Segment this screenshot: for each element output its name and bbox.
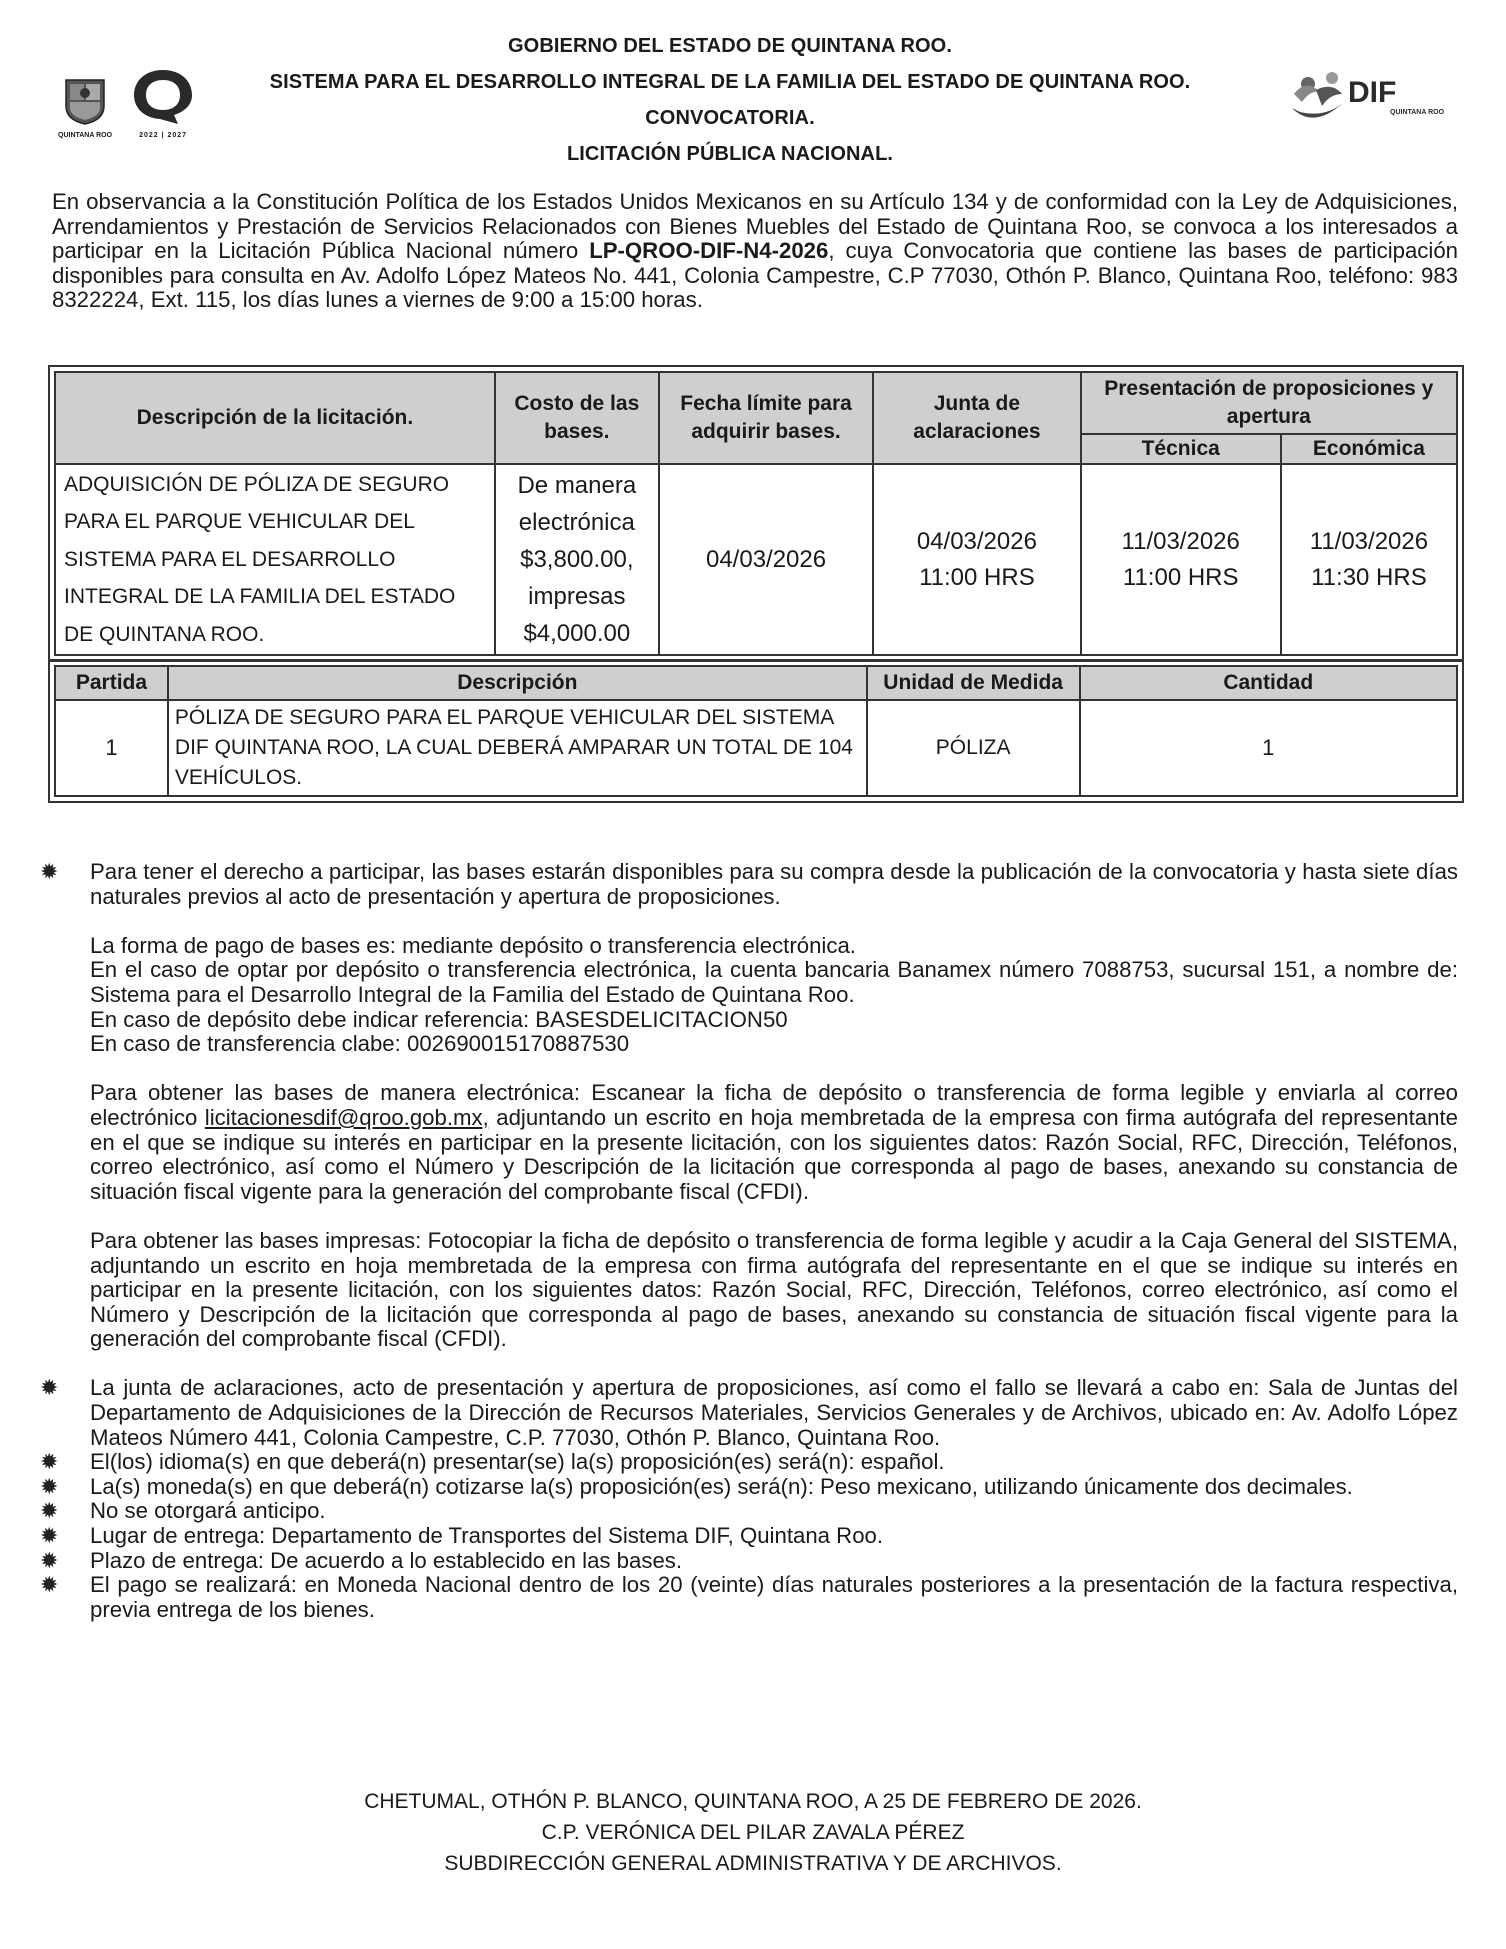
partida-descripcion: PÓLIZA DE SEGURO PARA EL PARQUE VEHICULAR DEL SISTEMA DIF QUINTANA ROO, LA CUAL DEBERÁ AMPARAR UN TOTAL DE 104 VEHÍCULOS. [168,700,867,796]
header-fecha-limite: Fecha límite para adquirir bases. [659,372,873,464]
dif-logo-icon [1286,68,1446,130]
footer-place-date: CHETUMAL, OTHÓN P. BLANCO, QUINTANA ROO, A 25 DE FEBRERO DE 2026. [364,1790,1142,1813]
sunburst-bullet-icon: ✹ [40,1572,59,1598]
licitacion-descripcion: ADQUISICIÓN DE PÓLIZA DE SEGURO PARA EL PARQUE VEHICULAR DEL SISTEMA PARA EL DESARROLLO INTEGRAL DE LA FAMILIA DEL ESTADO DE QUINTANA ROO. [55,464,495,655]
sunburst-bullet-icon: ✹ [40,1375,59,1401]
costo-line-3: impresas [528,583,626,610]
partida-unidad: PÓLIZA [867,700,1080,796]
coat-of-arms-icon [60,76,110,126]
header-government: GOBIERNO DEL ESTADO DE QUINTANA ROO. [508,35,952,57]
document-footer [0,1786,1506,1879]
bullet-item [40,1499,1458,1524]
dif-logo [1286,68,1446,135]
q-logo-icon [130,66,196,126]
costo-line-2: $3,800.00, [520,546,634,573]
pago-line-1: La forma de pago de bases es: mediante depósito o transferencia electrónica. [90,932,856,958]
header-convocatoria: CONVOCATORIA. [645,107,815,129]
pago-line-2: En el caso de optar por depósito o transferencia electrónica, la cuenta bancaria Banamex número 7088753, sucursal 151, a nombre de: Sistema para el Desarrollo Integral de la Familia del Estado de Quintana Roo. [90,957,1458,1007]
elec-text-2: adjuntando un escrito en hoja membretada de la empresa con firma autógrafa del representante en el que se indique su interés en participar en la presente licitación, con los siguientes datos: Razón Social, RFC, Dirección, Teléfonos, correo electrónico, así como el Número y Descripción de la licitación que corresponda al pago de bases, anexando su constancia de situación fiscal vigente para la generación del comprobante fiscal (CFDI). [90,1104,1458,1204]
state-coat-of-arms-logo [58,76,112,140]
elec-text-1: Para obtener las bases de manera electrónica: Escanear la ficha de depósito o transferencia de forma legible y enviarla al correo electrónico [90,1080,1458,1130]
header-economica: Económica [1281,434,1457,464]
footer-department: SUBDIRECCIÓN GENERAL ADMINISTRATIVA Y DE ARCHIVOS. [444,1852,1062,1875]
sunburst-bullet-icon: ✹ [40,1449,59,1475]
intro-text-1: En observancia a la Constitución Política de los Estados Unidos Mexicanos en su Artículo 134 y de conformidad con la Ley de Adquisiciones, Arrendamientos y Prestación de Servicios Relacionados con Bienes Muebles del Estado de Quintana Roo, se convoca a los interesados a participar en la Licitación Pública Nacional número [52,189,1458,264]
licitacion-costo [495,464,659,655]
bullet-item [40,1450,1458,1475]
economica-fecha: 11/03/2026 [1309,527,1429,555]
document-header [200,28,1260,172]
sunburst-bullet-icon: ✹ [40,1473,59,1499]
junta-hora: 11:00 HRS [919,563,1035,591]
sunburst-bullet-icon: ✹ [40,1498,59,1524]
bullet-text-participar: Para tener el derecho a participar, las bases estarán disponibles para su compra desde la publicación de la convocatoria y hasta siete días naturales previos al acto de presentación y apertura de proposiciones. [90,859,1458,909]
intro-paragraph [52,190,1458,313]
licitacion-table [54,371,1458,656]
q-logo-caption: 2022 | 2027 [139,132,188,139]
junta-fecha: 04/03/2026 [916,527,1037,555]
header-costo: Costo de las bases. [495,372,659,464]
pago-line-4: En caso de transferencia clabe: 002690015170887530 [90,1031,630,1057]
partida-table [54,665,1458,797]
bullet-text-plazo: Plazo de entrega: De acuerdo a lo establecido en las bases. [90,1547,683,1573]
conditions-section [40,860,1458,1622]
dif-logo-caption: QUINTANA ROO [1390,109,1445,116]
header-partida: Partida [55,666,168,700]
header-tecnica: Técnica [1081,434,1281,464]
bullet-item [40,1549,1458,1574]
licitacion-number: LP-QROO-DIF-N4-2026 [589,238,829,264]
bullet-item [40,1475,1458,1500]
licitacion-data-row [55,464,1457,655]
header-descripcion: Descripción de la licitación. [55,372,495,464]
bullet-item [40,1376,1458,1450]
tecnica-hora: 11:00 HRS [1122,563,1239,591]
costo-line-1: De manera electrónica [517,472,637,536]
licitacion-fecha-limite: 04/03/2026 [659,464,873,655]
licitacion-economica [1281,464,1457,655]
partida-data-row [55,700,1457,796]
bullet-text-lugar: Lugar de entrega: Departamento de Transportes del Sistema DIF, Quintana Roo. [90,1523,884,1549]
bases-electronicas-paragraph [90,1081,1458,1204]
bullet-text-idioma: El(los) idioma(s) en que deberá(n) presentar(se) la(s) proposición(es) será(n): español. [90,1449,945,1475]
sunburst-bullet-icon: ✹ [40,1523,59,1549]
bullet-text-pago: El pago se realizará: en Moneda Nacional dentro de los 20 (veinte) días naturales posteriores a la presentación de la factura respectiva, previa entrega de los bienes. [90,1572,1458,1622]
intro-text-2: , cuya Convocatoria que contiene las bases de participación disponibles para consulta en Av. Adolfo López Mateos No. 441, Colonia Campestre, C.P 77030, Othón P. Blanco, Quintana Roo, teléfono: 983 8322224, Ext. 115, los días lunes a viernes de 9:00 a 15:00 horas. [52,238,1459,313]
partida-numero: 1 [55,700,168,796]
header-junta: Junta de aclaraciones [873,372,1080,464]
header-logos-left [58,66,196,140]
header-unidad: Unidad de Medida [867,666,1080,700]
costo-line-4: $4,000.00 [523,620,631,647]
header-descripcion-partida: Descripción [168,666,867,700]
bases-impresas-paragraph: Para obtener las bases impresas: Fotocopiar la ficha de depósito o transferencia de forma legible y acudir a la Caja General del SISTEMA, adjuntando un escrito en hoja membretada de la empresa con firma autógrafa del representante en el que se indique su interés en participar en la presente licitación, con los siguientes datos: Razón Social, RFC, Dirección, Teléfonos, correo electrónico, así como el Número y Descripción de la licitación que corresponda al pago de bases, anexando su constancia de situación fiscal vigente para la generación del comprobante fiscal (CFDI). [90,1227,1458,1352]
header-licitacion: LICITACIÓN PÚBLICA NACIONAL. [566,143,894,165]
licitacion-tecnica [1081,464,1281,655]
partida-cantidad: 1 [1080,700,1457,796]
pago-line-3: En caso de depósito debe indicar referencia: BASESDELICITACION50 [90,1006,788,1032]
sunburst-bullet-icon: ✹ [40,859,59,884]
state-logo-caption: QUINTANA ROO [58,132,113,139]
partida-header-row [55,666,1457,700]
header-system: SISTEMA PARA EL DESARROLLO INTEGRAL DE LA FAMILIA DEL ESTADO DE QUINTANA ROO. [269,71,1191,93]
q-logo [130,66,196,140]
header-cantidad: Cantidad [1080,666,1457,700]
footer-signer-name: C.P. VERÓNICA DEL PILAR ZAVALA PÉREZ [541,1821,965,1844]
dif-logo-text: DIF [1348,76,1397,109]
bullet-item [40,1573,1458,1622]
licitacion-junta [873,464,1080,655]
tecnica-fecha: 11/03/2026 [1121,527,1240,555]
economica-hora: 11:30 HRS [1311,563,1427,591]
bullet-text-moneda: La(s) moneda(s) en que deberá(n) cotizarse la(s) proposición(es) será(n): Peso mexicano, utilizando únicamente dos decimales. [90,1473,1353,1499]
header-presentacion: Presentación de proposiciones y apertura [1081,372,1457,434]
pago-paragraph [90,934,1458,1057]
bullet-text-anticipo: No se otorgará anticipo. [90,1498,326,1524]
bullet-item [40,1524,1458,1549]
bullet-text-junta: La junta de aclaraciones, acto de presentación y apertura de proposiciones, así como el fallo se llevará a cabo en: Sala de Juntas del Departamento de Adquisiciones de la Dirección de Recursos Materiales, Servicios Generales y de Archivos, ubicado en: Av. Adolfo López Mateos Número 441, Colonia Campestre, C.P. 77030, Othón P. Blanco, Quintana Roo. [90,1375,1458,1450]
email-link[interactable]: licitacionesdif@qroo.gob.mx, [204,1104,489,1130]
bullet-item [40,860,1458,909]
sunburst-bullet-icon: ✹ [40,1547,59,1573]
licitacion-header-row [55,372,1457,434]
